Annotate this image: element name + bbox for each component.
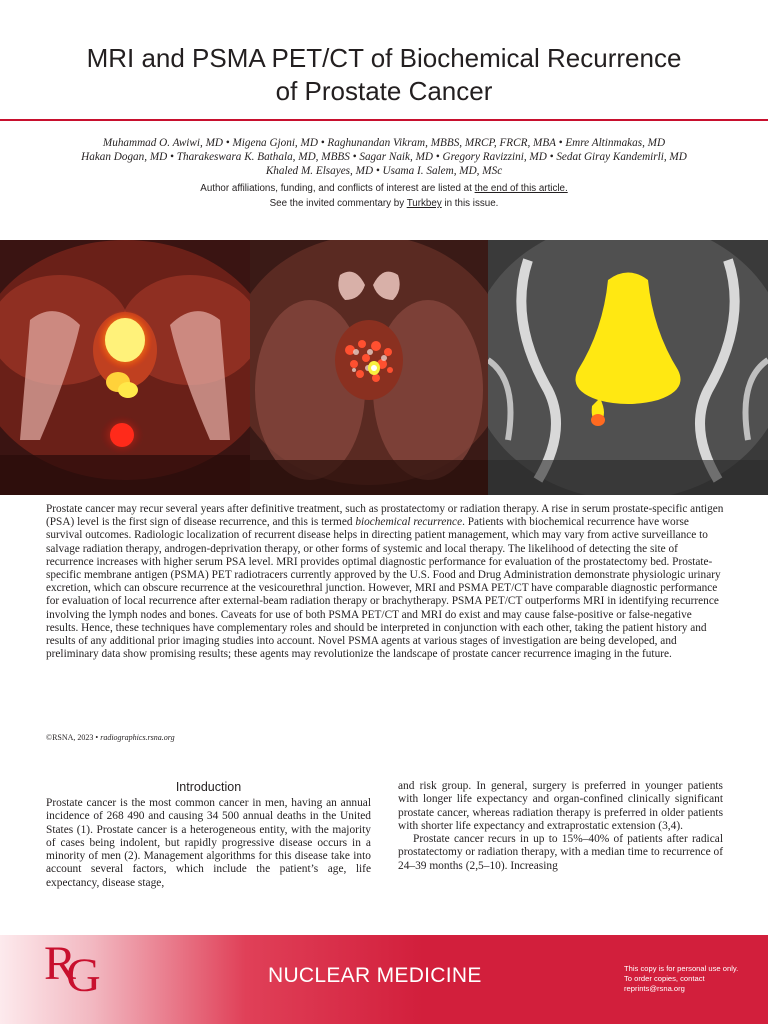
commentary-link[interactable]: Turkbey	[406, 198, 442, 209]
author-list	[40, 136, 728, 178]
column-right-paragraph-2: Prostate cancer recurs in up to 15%–40% of patients after radical prostatectomy or radiation therapy, with a median time to recurrence of 24–39 months (2,5–10). Increasing	[398, 833, 723, 872]
logo-letter-g: G	[66, 949, 101, 1002]
affiliations-link[interactable]: the end of this article.	[474, 183, 568, 194]
pet-ct-image-right	[488, 240, 768, 495]
commentary-suffix: in this issue.	[444, 198, 499, 209]
authors-line-3: Khaled M. Elsayes, MD • Usama I. Salem, MD, MSc	[265, 165, 503, 177]
abstract	[46, 503, 726, 661]
authors-line-2: Hakan Dogan, MD • Tharakeswara K. Bathala, MD, MBBS • Sagar Naik, MD • Gregory Ravizzini, MD • Sedat Giray Kandemirli, MD	[81, 151, 687, 163]
title-line-1: MRI and PSMA PET/CT of Biochemical Recurrence	[86, 43, 682, 73]
column-right-paragraph-1: and risk group. In general, surgery is preferred in younger patients with longer life expectancy and organ-confined clinically significant prostate cancer, whereas radiation therapy is preferred in older patients with shorter life expectancy and extraprostatic extension (3,4).	[398, 780, 723, 832]
abstract-part-2: . Patients with biochemical recurrence have worse survival outcomes. Radiologic localization of recurrent disease helps in directing patient management, which may vary from active surveillance to salvage radiation therapy, androgen-deprivation therapy, or other forms of systemic and local therapy. The likelihood of detecting the site of recurrence increases with higher serum PSA level. MRI provides optimal diagnostic performance for evaluation of the prostatectomy bed. Prostate-specific membrane antigen (PSMA) PET radiotracers currently approved by the U.S. Food and Drug Administration demonstrate physiologic urinary excretion, which can obscure recurrence at the vesicourethral junction. However, MRI and PSMA PET/CT have comparable diagnostic performance for evaluation of local recurrence after external-beam radiation therapy or brachytherapy. PSMA PET/CT outperforms MRI in identifying recurrence involving the lymph nodes and bones. Caveats for use of both PSMA PET/CT and MRI do exist and may cause false-positive or false-negative results. Hence, these techniques have complementary roles and should be interpreted in conjunction with each other, taking the patient history and results of any additional prior imaging studies into account. Novel PSMA agents at various stages of investigation are being developed, and preliminary data show promising results; these agents may revolutionize the landscape of prostate cancer recurrence imaging in the future.	[46, 516, 721, 661]
affiliations-note	[40, 182, 728, 195]
authors-line-1: Muhammad O. Awiwi, MD • Migena Gjoni, MD • Raghunandan Vikram, MBBS, MRCP, FRCR, MBA • Emre Altinmakas, MD	[102, 137, 666, 149]
abstract-italic-term: biochemical recurrence	[355, 516, 463, 529]
copyright-site: radiographics.rsna.org	[100, 733, 175, 742]
column-left-text: Prostate cancer is the most common cancer in men, having an annual incidence of 268 490 and causing 34 500 annual deaths in the United States (1). Prostate cancer is a heterogeneous entity, with the majority of cases being indolent, but rapidly progressive disease occurs in a minority of men (2). Management algorithms for this disease take into account several factors, which include the patient’s age, life expectancy, disease stage,	[46, 797, 371, 889]
copyright-text: ©RSNA, 2023 •	[46, 733, 99, 742]
article-title	[0, 42, 768, 108]
copyright-line	[46, 733, 175, 742]
order-copies-note: This copy is for personal use only. To order copies, contact reprints@rsna.org	[624, 964, 739, 993]
pet-ct-image-left	[0, 240, 250, 495]
title-rule	[0, 119, 768, 121]
pet-ct-image-middle	[250, 240, 488, 495]
abstract-part-1: Prostate cancer may recur several years after definitive treatment, such as prostatectomy or radiation therapy. A rise in serum prostate-specific antigen (PSA) level is the first sign of disease recurrence, and this is termed	[46, 503, 724, 529]
commentary-note	[40, 197, 728, 210]
introduction-heading: Introduction	[175, 780, 242, 794]
column-left	[46, 780, 371, 890]
affiliations-text: Author affiliations, funding, and conflicts of interest are listed at	[200, 183, 472, 194]
commentary-text: See the invited commentary by	[269, 198, 405, 209]
pet-ct-figure	[0, 240, 768, 495]
logo-letter-r: R	[44, 937, 77, 990]
section-label: NUCLEAR MEDICINE	[268, 964, 482, 987]
radiographics-logo	[44, 937, 111, 1002]
title-line-2: of Prostate Cancer	[275, 76, 493, 106]
column-right	[398, 780, 723, 873]
